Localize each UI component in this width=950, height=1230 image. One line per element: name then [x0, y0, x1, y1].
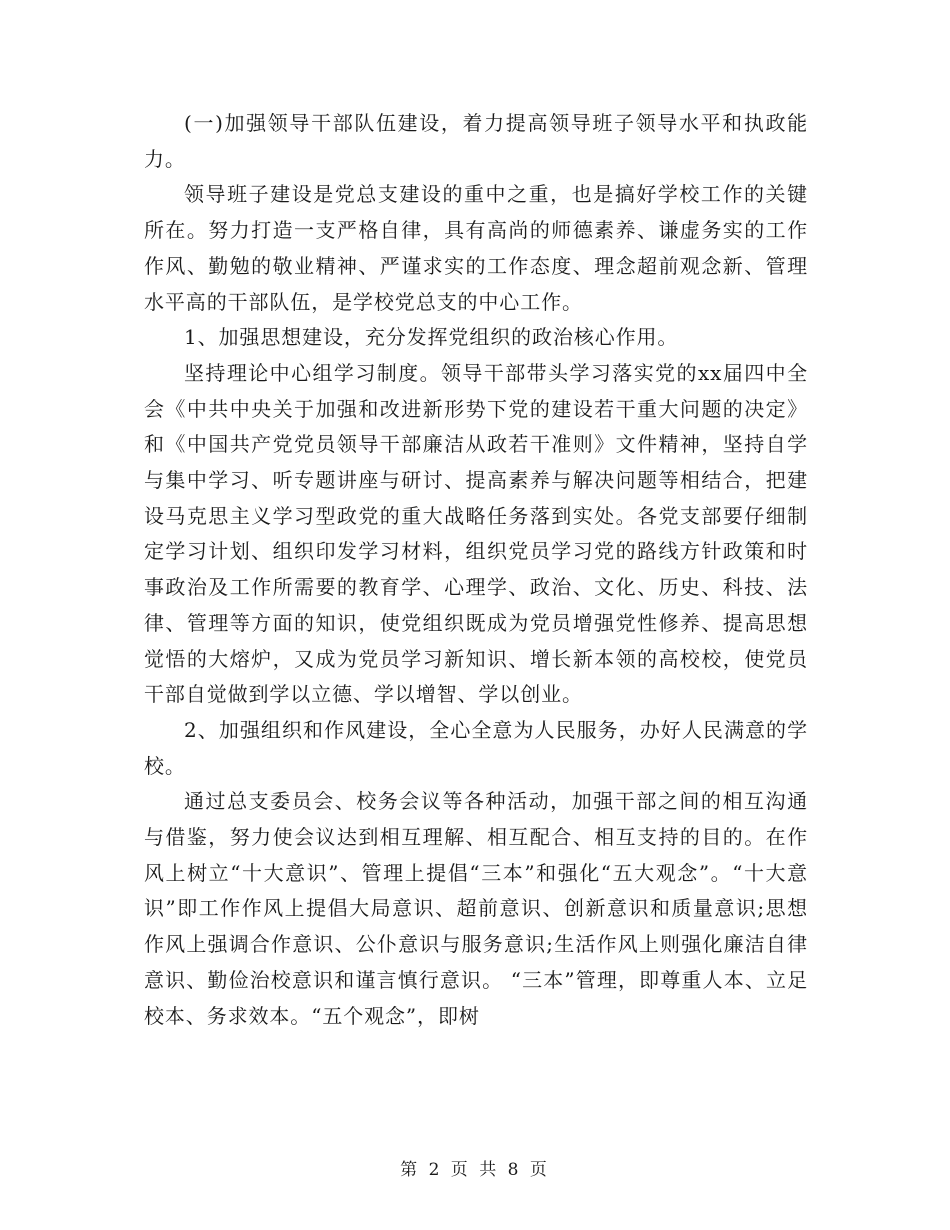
body-paragraph: 坚持理论中心组学习制度。领导干部带头学习落实党的xx届四中全会《中共中央关于加强和改进新形势下党的建设若干重大问题的决定》和《中国共产党党员领导干部廉洁从政若干准则》文件精神，坚持自学与集中学习、听专题讲座与研讨、提高素养与解决问题等相结合，把建设马克思主义学习型政党的重大战略任务落到实处。各党支部要仔细制定学习计划、组织印发学习材料，组织党员学习党的路线方针政策和时事政治及工作所需要的教育学、心理学、政治、文化、历史、科技、法律、管理等方面的知识，使党组织既成为党员增强党性修养、提高思想觉悟的大熔炉，又成为党员学习新知识、增长新本领的高校校，使党员干部自觉做到学以立德、学以增智、学以创业。: [144, 360, 808, 707]
document-body: [144, 106, 808, 1034]
subsection-heading: 2、加强组织和作风建设，全心全意为人民服务，办好人民满意的学校。: [144, 717, 808, 778]
body-paragraph: 领导班子建设是党总支建设的重中之重，也是搞好学校工作的关键所在。努力打造一支严格自律，具有高尚的师德素养、谦虚务实的工作作风、勤勉的敬业精神、严谨求实的工作态度、理念超前观念新、管理水平高的干部队伍，是学校党总支的中心工作。: [144, 182, 808, 314]
body-paragraph: 通过总支委员会、校务会议等各种活动，加强干部之间的相互沟通与借鉴，努力使会议达到相互理解、相互配合、相互支持的目的。在作风上树立“十大意识”、管理上提倡“三本”和强化“五大观念”。“十大意识”即工作作风上提倡大局意识、超前意识、创新意识和质量意识;思想作风上强调合作意识、公仆意识与服务意识;生活作风上则强化廉洁自律意识、勤俭治校意识和谨言慎行意识。 “三本”管理，即尊重人本、立足校本、务求效本。“五个观念”，即树: [144, 789, 808, 1028]
section-heading: (一)加强领导干部队伍建设，着力提高领导班子领导水平和执政能力。: [144, 111, 808, 171]
subsection-heading: 1、加强思想建设，充分发挥党组织的政治核心作用。: [184, 325, 679, 350]
page-number-footer: 第 2 页 共 8 页: [400, 1160, 550, 1180]
